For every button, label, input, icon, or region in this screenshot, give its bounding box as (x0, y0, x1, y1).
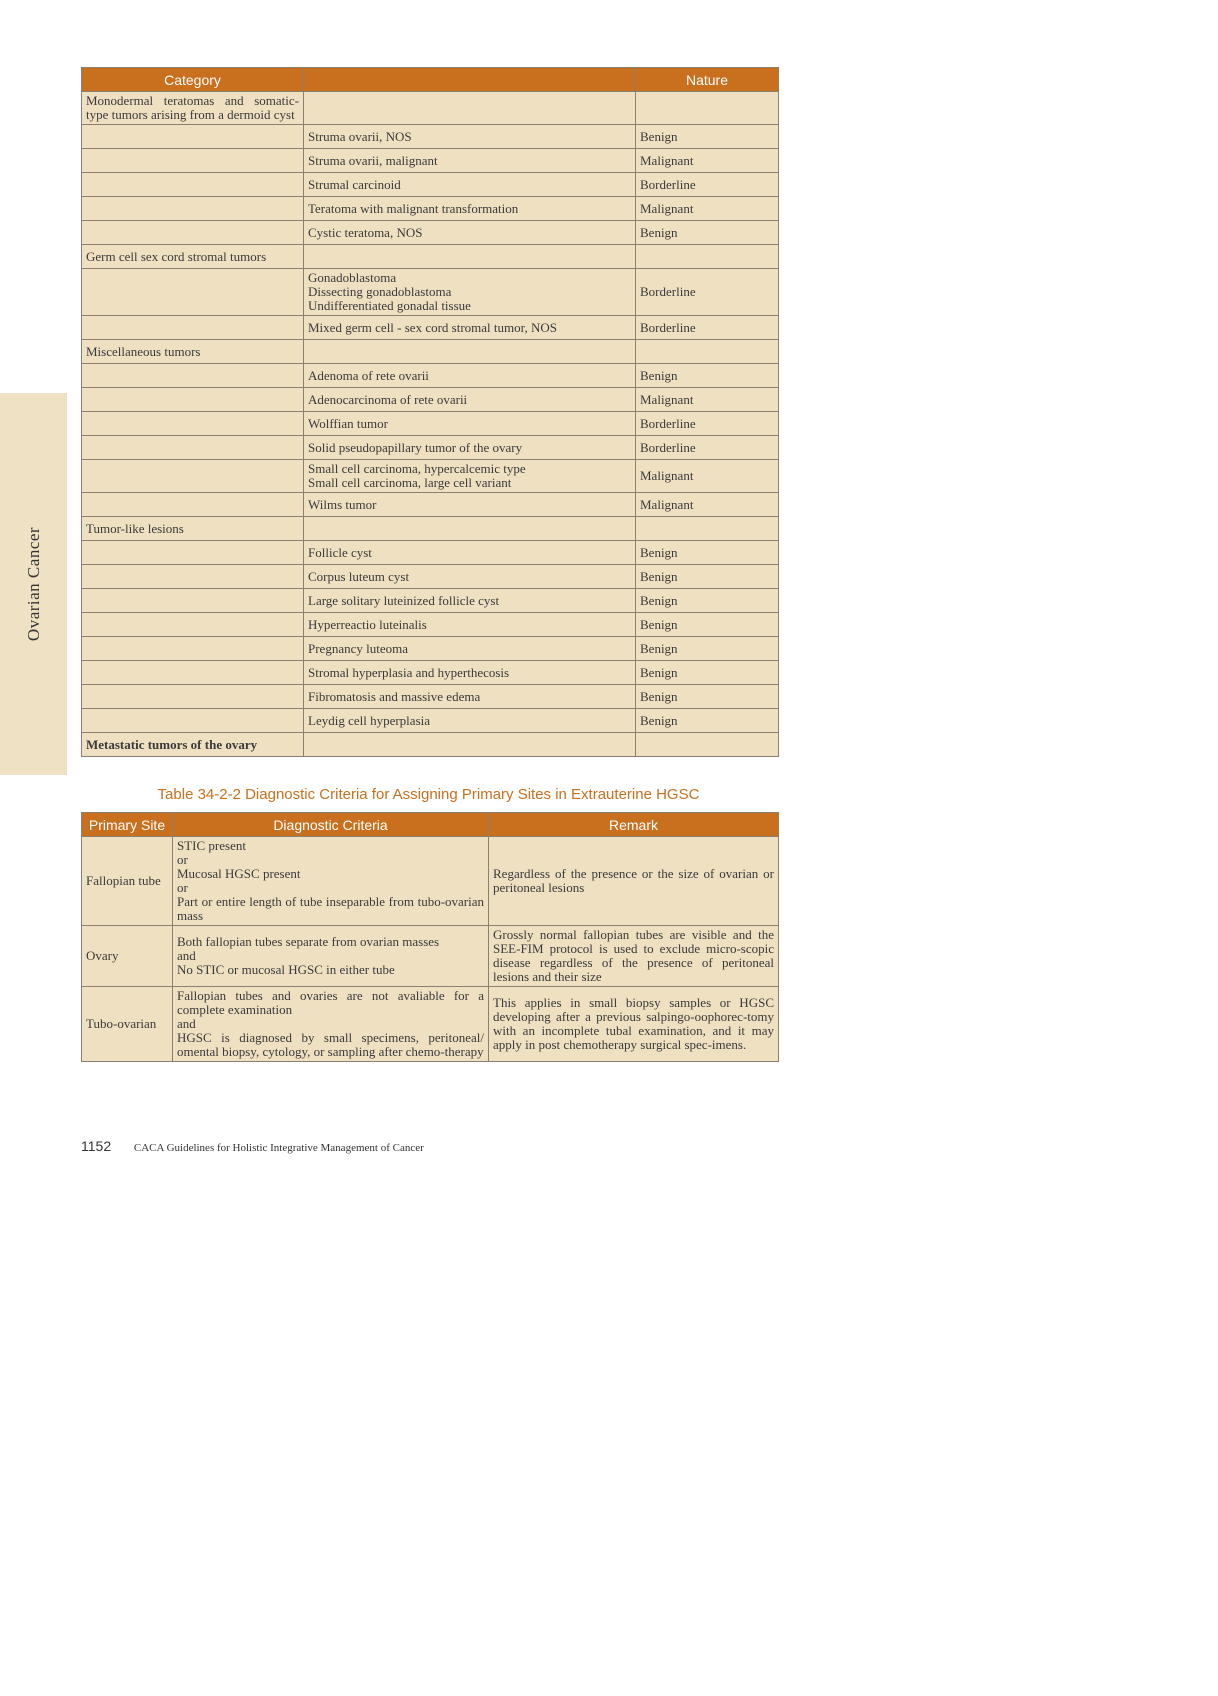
subtype-cell: Strumal carcinoid (304, 173, 636, 197)
nature-cell (636, 340, 779, 364)
category-cell (82, 269, 304, 316)
category-cell (82, 637, 304, 661)
header-subtype (304, 68, 636, 92)
nature-cell: Benign (636, 613, 779, 637)
table-row (82, 269, 779, 316)
table-row (82, 733, 779, 757)
subtype-cell: Hyperreactio luteinalis (304, 613, 636, 637)
nature-cell: Borderline (636, 269, 779, 316)
page-number: 1152 (81, 1138, 112, 1154)
nature-cell (636, 517, 779, 541)
page-footer (81, 1138, 424, 1154)
header-nature: Nature (636, 68, 779, 92)
table-row (82, 245, 779, 269)
subtype-cell: Solid pseudopapillary tumor of the ovary (304, 436, 636, 460)
header-category: Category (82, 68, 304, 92)
table-row (82, 613, 779, 637)
primary-site-cell: Fallopian tube (82, 837, 173, 926)
criteria-cell: Both fallopian tubes separate from ovarian masses and No STIC or mucosal HGSC in either tube (173, 926, 489, 987)
subtype-cell (304, 245, 636, 269)
category-cell (82, 541, 304, 565)
nature-cell: Benign (636, 364, 779, 388)
table-row (82, 197, 779, 221)
table-row (82, 661, 779, 685)
primary-site-criteria-table (81, 812, 779, 1062)
subtype-cell: Follicle cyst (304, 541, 636, 565)
primary-site-cell: Ovary (82, 926, 173, 987)
nature-cell: Malignant (636, 197, 779, 221)
category-cell: Tumor-like lesions (82, 517, 304, 541)
subtype-cell: Corpus luteum cyst (304, 565, 636, 589)
nature-cell: Malignant (636, 388, 779, 412)
subtype-cell: Wilms tumor (304, 493, 636, 517)
nature-cell (636, 245, 779, 269)
subtype-cell: Stromal hyperplasia and hyperthecosis (304, 661, 636, 685)
nature-cell: Benign (636, 637, 779, 661)
header-primary-site: Primary Site (82, 813, 173, 837)
table-row (82, 125, 779, 149)
table-row (82, 460, 779, 493)
subtype-cell: Teratoma with malignant transformation (304, 197, 636, 221)
nature-cell (636, 733, 779, 757)
table-row (82, 541, 779, 565)
primary-site-cell: Tubo-ovarian (82, 987, 173, 1062)
subtype-cell (304, 733, 636, 757)
table-row (82, 637, 779, 661)
subtype-cell: Mixed germ cell - sex cord stromal tumor, NOS (304, 316, 636, 340)
category-cell (82, 436, 304, 460)
table-row (82, 221, 779, 245)
table-row (82, 316, 779, 340)
category-cell (82, 613, 304, 637)
nature-cell: Borderline (636, 436, 779, 460)
table-row (82, 436, 779, 460)
subtype-cell: Wolffian tumor (304, 412, 636, 436)
table-row (82, 173, 779, 197)
table-row (82, 92, 779, 125)
nature-cell: Borderline (636, 316, 779, 340)
remark-cell: Grossly normal fallopian tubes are visible and the SEE-FIM protocol is used to exclude micro-scopic disease regardless of the presence of peritoneal lesions and their size (489, 926, 779, 987)
category-cell (82, 149, 304, 173)
subtype-cell: Adenocarcinoma of rete ovarii (304, 388, 636, 412)
category-cell (82, 125, 304, 149)
table-row (82, 388, 779, 412)
table-row (82, 493, 779, 517)
nature-cell: Borderline (636, 412, 779, 436)
subtype-cell (304, 340, 636, 364)
subtype-cell: Gonadoblastoma Dissecting gonadoblastoma Undifferentiated gonadal tissue (304, 269, 636, 316)
table-header-row (82, 813, 779, 837)
category-cell (82, 661, 304, 685)
table-row (82, 412, 779, 436)
tumor-classification-table (81, 67, 779, 757)
nature-cell: Benign (636, 709, 779, 733)
header-remark: Remark (489, 813, 779, 837)
table-row (82, 565, 779, 589)
subtype-cell: Fibromatosis and massive edema (304, 685, 636, 709)
category-cell (82, 364, 304, 388)
criteria-cell: STIC present or Mucosal HGSC present or Part or entire length of tube inseparable from tubo-ovarian mass (173, 837, 489, 926)
subtype-cell: Pregnancy luteoma (304, 637, 636, 661)
subtype-cell: Struma ovarii, malignant (304, 149, 636, 173)
table-row (82, 149, 779, 173)
nature-cell: Malignant (636, 460, 779, 493)
nature-cell: Borderline (636, 173, 779, 197)
criteria-cell: Fallopian tubes and ovaries are not avaliable for a complete examination and HGSC is diagnosed by small specimens, peritoneal/ omental biopsy, cytology, or sampling after chemo-therapy (173, 987, 489, 1062)
category-cell (82, 197, 304, 221)
table-row (82, 987, 779, 1062)
category-cell: Germ cell sex cord stromal tumors (82, 245, 304, 269)
category-cell (82, 388, 304, 412)
category-cell (82, 589, 304, 613)
remark-cell: Regardless of the presence or the size of ovarian or peritoneal lesions (489, 837, 779, 926)
category-cell: Metastatic tumors of the ovary (82, 733, 304, 757)
table-header-row (82, 68, 779, 92)
category-cell (82, 709, 304, 733)
table-row (82, 517, 779, 541)
subtype-cell: Adenoma of rete ovarii (304, 364, 636, 388)
subtype-cell: Cystic teratoma, NOS (304, 221, 636, 245)
category-cell (82, 460, 304, 493)
category-cell: Miscellaneous tumors (82, 340, 304, 364)
table-row (82, 709, 779, 733)
footer-title: CACA Guidelines for Holistic Integrative Management of Cancer (133, 1142, 424, 1154)
header-diagnostic-criteria: Diagnostic Criteria (173, 813, 489, 837)
category-cell (82, 316, 304, 340)
table-row (82, 589, 779, 613)
table-row (82, 340, 779, 364)
category-cell (82, 565, 304, 589)
nature-cell: Benign (636, 541, 779, 565)
subtype-cell: Small cell carcinoma, hypercalcemic type Small cell carcinoma, large cell variant (304, 460, 636, 493)
category-cell (82, 173, 304, 197)
category-cell: Monodermal teratomas and somatic-type tumors arising from a dermoid cyst (82, 92, 304, 125)
category-cell (82, 221, 304, 245)
nature-cell: Malignant (636, 493, 779, 517)
table-row (82, 685, 779, 709)
nature-cell: Benign (636, 685, 779, 709)
subtype-cell (304, 517, 636, 541)
table-caption: Table 34-2-2 Diagnostic Criteria for Assigning Primary Sites in Extrauterine HGSC (157, 786, 700, 803)
subtype-cell: Struma ovarii, NOS (304, 125, 636, 149)
category-cell (82, 493, 304, 517)
subtype-cell (304, 92, 636, 125)
nature-cell: Benign (636, 221, 779, 245)
side-chapter-tab (0, 393, 67, 775)
nature-cell: Benign (636, 589, 779, 613)
subtype-cell: Large solitary luteinized follicle cyst (304, 589, 636, 613)
category-cell (82, 412, 304, 436)
subtype-cell: Leydig cell hyperplasia (304, 709, 636, 733)
nature-cell: Benign (636, 125, 779, 149)
table-row (82, 364, 779, 388)
nature-cell: Benign (636, 565, 779, 589)
nature-cell: Malignant (636, 149, 779, 173)
category-cell (82, 685, 304, 709)
side-chapter-label: Ovarian Cancer (23, 526, 43, 642)
table-row (82, 837, 779, 926)
nature-cell (636, 92, 779, 125)
remark-cell: This applies in small biopsy samples or HGSC developing after a previous salpingo-oophorec-tomy with an incomplete tubal examination, and it may apply in post chemotherapy surgical spec-imens. (489, 987, 779, 1062)
table-row (82, 926, 779, 987)
nature-cell: Benign (636, 661, 779, 685)
